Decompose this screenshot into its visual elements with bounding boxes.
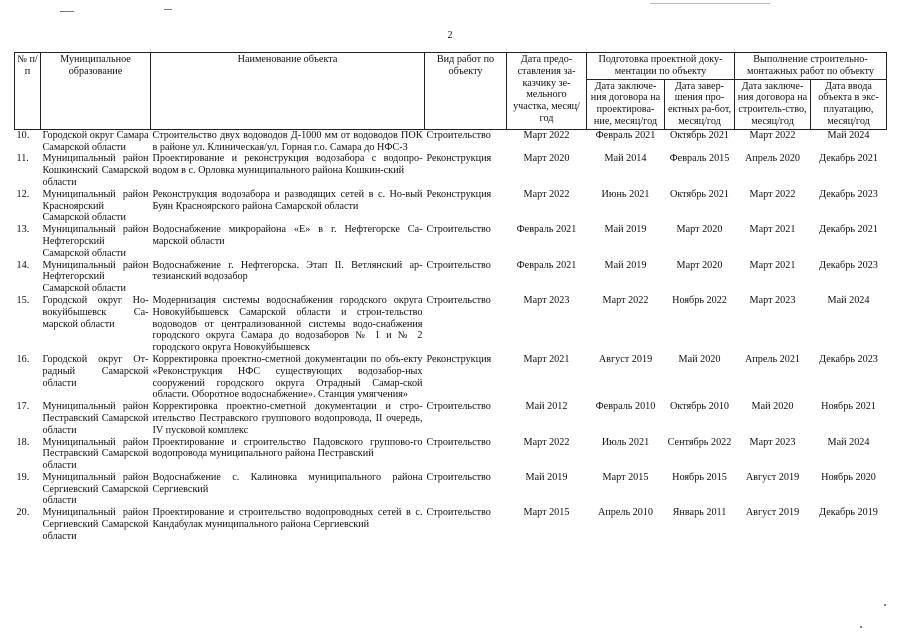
row-number: 20. bbox=[16, 507, 30, 519]
scan-artifact bbox=[60, 11, 74, 12]
work-type-cell: Строительство bbox=[426, 471, 491, 483]
municipality-cell: Муниципальный район Нефтегорский Самарской области bbox=[42, 224, 149, 259]
date-provided-cell: Март 2020 bbox=[523, 153, 570, 165]
work-type-cell: Строительство bbox=[426, 507, 491, 519]
design-finish-cell: Ноябрь 2015 bbox=[672, 471, 727, 483]
design-finish-cell: Сентябрь 2022 bbox=[667, 436, 732, 448]
table-row bbox=[15, 153, 887, 188]
build-commission-cell: Ноябрь 2021 bbox=[821, 401, 876, 413]
table-row bbox=[15, 129, 887, 153]
design-contract-cell: Июнь 2021 bbox=[601, 188, 650, 200]
table-row bbox=[15, 507, 887, 542]
row-number: 19. bbox=[16, 471, 30, 483]
object-name-cell: Корректировка проектно-сметной документации и стро-ительство Пестравского группового водопровода, II очередь, IV пусковой комплекс bbox=[152, 401, 423, 436]
object-name-cell: Водоснабжение с. Калиновка муниципального района Сергиевский bbox=[152, 471, 423, 495]
header-design-group: Подготовка проектной доку-ментации по объекту bbox=[587, 53, 735, 80]
design-finish-cell: Ноябрь 2022 bbox=[672, 294, 727, 306]
row-number: 15. bbox=[16, 294, 30, 306]
table-row bbox=[15, 189, 887, 224]
build-contract-cell: Март 2022 bbox=[749, 188, 796, 200]
design-contract-cell: Август 2019 bbox=[598, 353, 653, 365]
table-row bbox=[15, 295, 887, 354]
build-contract-cell: Март 2021 bbox=[749, 259, 796, 271]
header-build-group: Выполнение строительно-монтажных работ по объекту bbox=[735, 53, 887, 80]
design-finish-cell: Январь 2011 bbox=[672, 507, 727, 519]
design-contract-cell: Июль 2021 bbox=[601, 436, 650, 448]
build-contract-cell: Март 2021 bbox=[749, 224, 796, 236]
date-provided-cell: Март 2023 bbox=[523, 294, 570, 306]
object-name-cell: Проектирование и строительство Падовского группово-го водопровода муниципального района Пестравский bbox=[152, 436, 423, 460]
build-commission-cell: Май 2024 bbox=[827, 294, 870, 306]
page-number: 2 bbox=[447, 30, 453, 41]
scan-speck bbox=[860, 626, 862, 628]
object-name-cell: Строительство двух водоводов Д-1000 мм от водоводов ПОК в районе ул. Клиническая/ул. Горная г.о. Самара до НФС-3 bbox=[152, 129, 423, 153]
object-name-cell: Модернизация системы водоснабжения городского округа Новокуйбышевск Самарской области и строи-тельство водоводов от централизованной системы водо-снабжения городского округа Самара до водозаборов № 1 и № 2 городского округа Новокуйбышевск bbox=[152, 294, 423, 354]
design-finish-cell: Октябрь 2010 bbox=[669, 401, 730, 413]
design-finish-cell: Октябрь 2021 bbox=[669, 188, 730, 200]
municipality-cell: Муниципальный район Красноярский Самарской области bbox=[42, 188, 149, 224]
design-finish-cell: Октябрь 2021 bbox=[669, 129, 730, 141]
object-name-cell: Водоснабжение микрорайона «Е» в г. Нефтегорске Са-марской области bbox=[152, 224, 423, 247]
row-number: 14. bbox=[16, 259, 30, 271]
build-contract-cell: Апрель 2020 bbox=[744, 153, 801, 165]
design-contract-cell: Февраль 2010 bbox=[595, 401, 656, 413]
row-number: 17. bbox=[16, 401, 30, 413]
municipality-cell: Муниципальный район Пестравский Самарской области bbox=[42, 436, 149, 472]
table-row bbox=[15, 260, 887, 295]
object-name-cell: Проектирование и строительство водопроводных сетей в с. Кандабулак муниципального района Сергиевский bbox=[152, 507, 423, 531]
object-name-cell: Корректировка проектно-сметной документации по объ-екту «Реконструкция НФС существующих водозабор-ных сооружений городского округа Отрадный Самар-ской области. Оборотное водоснабжение». Станция умягчения» bbox=[152, 353, 423, 401]
design-contract-cell: Май 2014 bbox=[604, 153, 647, 165]
object-name-cell: Проектирование и реконструкция водозабора с водопро-водом в с. Орловка муниципального района Кошкин-ский bbox=[152, 153, 423, 177]
header-object-name: Наименование объекта bbox=[151, 53, 425, 130]
build-commission-cell: Май 2024 bbox=[827, 436, 870, 448]
date-provided-cell: Май 2019 bbox=[525, 471, 568, 483]
design-contract-cell: Апрель 2010 bbox=[597, 507, 654, 519]
build-commission-cell: Декабрь 2021 bbox=[819, 224, 878, 236]
design-contract-cell: Февраль 2021 bbox=[595, 129, 656, 141]
row-number: 12. bbox=[16, 188, 30, 200]
object-name-cell: Реконструкция водозабора и разводящих сетей в с. Но-вый Буян Красноярского района Самарской области bbox=[152, 188, 423, 212]
date-provided-cell: Март 2015 bbox=[523, 507, 570, 519]
date-provided-cell: Май 2012 bbox=[525, 401, 568, 413]
build-commission-cell: Май 2024 bbox=[827, 129, 870, 141]
municipality-cell: Муниципальный район Сергиевский Самарской области bbox=[42, 471, 149, 507]
design-finish-cell: Май 2020 bbox=[678, 353, 721, 365]
municipality-cell: Муниципальный район Кошкинский Самарской области bbox=[42, 153, 149, 188]
row-number: 16. bbox=[16, 353, 30, 365]
scan-artifact bbox=[650, 3, 770, 4]
date-provided-cell: Февраль 2021 bbox=[516, 224, 577, 236]
design-contract-cell: Март 2022 bbox=[602, 294, 649, 306]
work-type-cell: Строительство bbox=[426, 294, 491, 306]
build-commission-cell: Декабрь 2019 bbox=[819, 507, 878, 519]
build-commission-cell: Декабрь 2023 bbox=[819, 259, 878, 271]
municipality-cell: Городской округ Самара Самарской области bbox=[42, 129, 149, 153]
work-type-cell: Реконструкция bbox=[426, 188, 492, 200]
date-provided-cell: Март 2021 bbox=[523, 353, 570, 365]
work-type-cell: Строительство bbox=[426, 259, 491, 271]
design-contract-cell: Май 2019 bbox=[604, 224, 647, 236]
table-row bbox=[15, 224, 887, 259]
header-build-commission: Дата ввода объекта в экс-плуатацию, месяц/год bbox=[811, 79, 887, 129]
table-row bbox=[15, 401, 887, 436]
header-build-contract: Дата заключе-ния договора на строитель-ство, месяц/год bbox=[735, 79, 811, 129]
header-municipality: Муниципальное образование bbox=[41, 53, 151, 130]
scan-speck bbox=[884, 604, 886, 606]
work-type-cell: Реконструкция bbox=[426, 153, 492, 165]
design-contract-cell: Май 2019 bbox=[604, 259, 647, 271]
row-number: 18. bbox=[16, 436, 30, 448]
work-type-cell: Строительство bbox=[426, 436, 491, 448]
build-contract-cell: Август 2019 bbox=[745, 471, 800, 483]
date-provided-cell: Февраль 2021 bbox=[516, 259, 577, 271]
row-number: 13. bbox=[16, 224, 30, 236]
municipality-cell: Муниципальный район Пестравский Самарской области bbox=[42, 401, 149, 436]
work-type-cell: Строительство bbox=[426, 224, 491, 236]
work-type-cell: Строительство bbox=[426, 401, 491, 413]
work-type-cell: Реконструкция bbox=[426, 353, 492, 365]
object-name-cell: Водоснабжение г. Нефтегорска. Этап II. Ветлянский ар-тезианский водозабор bbox=[152, 259, 423, 283]
design-contract-cell: Март 2015 bbox=[602, 471, 649, 483]
table-header bbox=[15, 53, 887, 130]
build-commission-cell: Ноябрь 2020 bbox=[821, 471, 876, 483]
table-row bbox=[15, 472, 887, 507]
build-commission-cell: Декабрь 2023 bbox=[819, 353, 878, 365]
header-num: № п/п bbox=[15, 53, 41, 130]
build-commission-cell: Декабрь 2023 bbox=[819, 188, 878, 200]
header-design-finish: Дата завер-шения про-ектных ра-бот, месяц/год bbox=[665, 79, 735, 129]
date-provided-cell: Март 2022 bbox=[523, 436, 570, 448]
objects-table bbox=[14, 52, 887, 543]
build-contract-cell: Апрель 2021 bbox=[744, 353, 801, 365]
table-row bbox=[15, 354, 887, 401]
scan-artifact bbox=[164, 9, 172, 10]
build-contract-cell: Март 2023 bbox=[749, 436, 796, 448]
design-finish-cell: Март 2020 bbox=[676, 259, 723, 271]
build-contract-cell: Март 2022 bbox=[749, 129, 796, 141]
municipality-cell: Муниципальный район Сергиевский Самарской области bbox=[42, 507, 149, 542]
date-provided-cell: Март 2022 bbox=[523, 188, 570, 200]
municipality-cell: Городской округ От-радный Самарской области bbox=[42, 353, 149, 389]
header-date-provided: Дата предо-ставления за-казчику зе-мельного участка, месяц/год bbox=[507, 53, 587, 130]
header-design-contract: Дата заключе-ния договора на проектирова-ние, месяц/год bbox=[587, 79, 665, 129]
municipality-cell: Городской округ Но-вокуйбышевск Са-марской области bbox=[42, 294, 149, 330]
build-contract-cell: Март 2023 bbox=[749, 294, 796, 306]
design-finish-cell: Февраль 2015 bbox=[669, 153, 730, 165]
table-row bbox=[15, 437, 887, 472]
date-provided-cell: Март 2022 bbox=[523, 129, 570, 141]
design-finish-cell: Март 2020 bbox=[676, 224, 723, 236]
row-number: 10. bbox=[16, 129, 30, 141]
municipality-cell: Муниципальный район Нефтегорский Самарской области bbox=[42, 259, 149, 295]
header-work-type: Вид работ по объекту bbox=[425, 53, 507, 130]
build-contract-cell: Август 2019 bbox=[745, 507, 800, 519]
build-contract-cell: Май 2020 bbox=[751, 401, 794, 413]
table-body bbox=[15, 129, 887, 542]
row-number: 11. bbox=[16, 153, 29, 165]
build-commission-cell: Декабрь 2021 bbox=[819, 153, 878, 165]
work-type-cell: Строительство bbox=[426, 129, 491, 141]
